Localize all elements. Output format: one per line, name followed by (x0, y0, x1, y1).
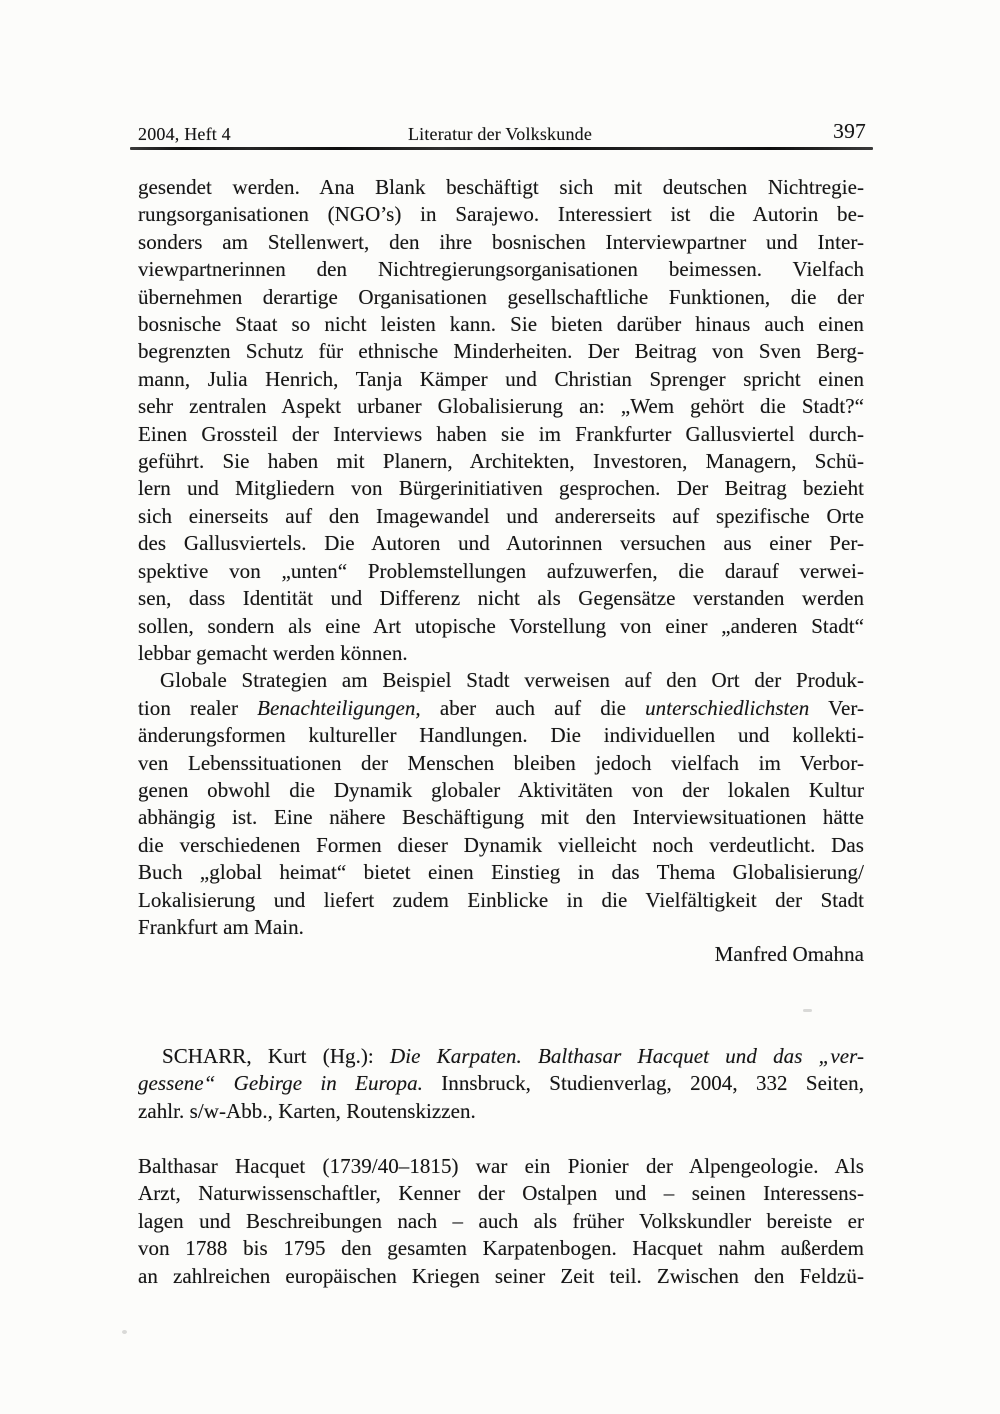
text-line (138, 1235, 864, 1262)
text-line (138, 914, 864, 941)
text-segment: Innsbruck, Studienverlag, 2004, 332 Seiten, (422, 1071, 864, 1096)
text-line (138, 338, 864, 365)
text-segment: lebbar gemacht werden können. (138, 640, 408, 665)
text-segment: sen, dass Identität und Differenz nicht als Gegensätze verstanden werden (138, 586, 864, 611)
italic-text-segment: Benachteiligungen, (257, 695, 421, 720)
text-line (138, 859, 864, 886)
citation (138, 1043, 864, 1125)
italic-text-segment: Die Karpaten. Balthasar Hacquet und das „ver- (390, 1043, 864, 1068)
text-line (138, 941, 864, 968)
header-issue-info: 2004, Heft 4 (138, 124, 231, 144)
text-segment: aber auch auf die (420, 695, 646, 720)
text-segment: viewpartnerinnen den Nichtregierungsorganisationen beimessen. Vielfach (138, 257, 864, 282)
text-line (138, 530, 864, 557)
text-line (138, 832, 864, 859)
text-line (138, 667, 864, 694)
paragraph-1 (138, 174, 864, 667)
text-line (138, 1043, 864, 1070)
signature (138, 941, 864, 968)
text-segment: sollen, sondern als eine Art utopische Vorstellung von einer „anderen Stadt“ (138, 613, 864, 638)
text-line (138, 585, 864, 612)
text-line (138, 475, 864, 502)
text-line (138, 887, 864, 914)
text-segment: Einen Grossteil der Interviews haben sie im Frankfurter Gallusviertel durch- (138, 421, 864, 446)
italic-text-segment: gessene“ Gebirge in Europa. (138, 1071, 423, 1096)
scan-speck (122, 1330, 127, 1334)
text-column (138, 174, 864, 1290)
text-segment: sich einerseits auf den Imagewandel und andererseits auf spezifische Orte (138, 503, 864, 528)
text-segment: Ver- (809, 695, 864, 720)
text-line (138, 229, 864, 256)
text-segment: Arzt, Naturwissenschaftler, Kenner der Ostalpen und – seinen Interessens- (138, 1181, 864, 1206)
text-segment: gesendet werden. Ana Blank beschäftigt sich mit deutschen Nichtregie- (138, 175, 864, 199)
text-segment: sehr zentralen Aspekt urbaner Globalisierung an: „Wem gehört die Stadt?“ (138, 394, 864, 419)
text-segment: Globale Strategien am Beispiel Stadt verweisen auf den Ort der Produk- (160, 668, 864, 693)
text-segment: SCHARR, Kurt (Hg.): (162, 1043, 391, 1068)
text-line (138, 722, 864, 749)
text-segment: Frankfurt am Main. (138, 914, 304, 939)
text-segment: begrenzten Schutz für ethnische Minderheiten. Der Beitrag von Sven Berg- (138, 339, 864, 364)
text-line (138, 1070, 864, 1097)
paragraph-3 (138, 1153, 864, 1290)
text-line (138, 558, 864, 585)
text-segment: an zahlreichen europäischen Kriegen seiner Zeit teil. Zwischen den Feldzü- (138, 1263, 864, 1288)
text-segment: ven Lebenssituationen der Menschen bleiben jedoch vielfach im Verbor- (138, 750, 864, 775)
text-segment: von 1788 bis 1795 den gesamten Karpatenbogen. Hacquet nahm außerdem (138, 1236, 864, 1261)
italic-text-segment: unterschiedlichsten (645, 695, 810, 720)
text-segment: übernehmen derartige Organisationen gesellschaftliche Funktionen, die der (138, 284, 864, 309)
text-line (138, 311, 864, 338)
text-segment: zahlr. s/w-Abb., Karten, Routenskizzen. (138, 1098, 476, 1123)
text-line (138, 1180, 864, 1207)
text-segment: tion realer (138, 695, 258, 720)
text-segment: lern und Mitgliedern von Bürgerinitiativen gesprochen. Der Beitrag bezieht (138, 476, 864, 501)
header-page-number: 397 (833, 119, 866, 143)
text-line (138, 201, 864, 228)
text-line (138, 421, 864, 448)
text-line (138, 777, 864, 804)
text-segment: Manfred Omahna (714, 942, 864, 967)
text-segment: genen obwohl die Dynamik globaler Aktivitäten von der lokalen Kultur (138, 777, 864, 802)
text-line (138, 695, 864, 722)
text-segment: bosnische Staat so nicht leisten kann. Sie bieten darüber hinaus auch einen (138, 312, 864, 337)
text-line (138, 503, 864, 530)
header-rule (130, 147, 873, 150)
text-segment: abhängig ist. Eine nähere Beschäftigung mit den Interviewsituationen hätte (138, 805, 864, 830)
text-segment: die verschiedenen Formen dieser Dynamik vielleicht noch verdeutlicht. Das (138, 832, 864, 857)
text-line (138, 366, 864, 393)
text-line (138, 1098, 864, 1125)
text-line (138, 640, 864, 667)
paragraph-2 (138, 667, 864, 941)
text-line (138, 448, 864, 475)
text-line (138, 174, 864, 201)
text-line (138, 256, 864, 283)
text-line (138, 393, 864, 420)
text-segment: lagen und Beschreibungen nach – auch als früher Volkskundler bereiste er (138, 1208, 864, 1233)
text-segment: Buch „global heimat“ bietet einen Einstieg in das Thema Globalisierung/ (138, 860, 864, 885)
text-line (138, 284, 864, 311)
text-line (138, 750, 864, 777)
text-line (138, 1153, 864, 1180)
text-segment: mann, Julia Henrich, Tanja Kämper und Christian Sprenger spricht einen (138, 366, 864, 391)
text-segment: sonders am Stellenwert, den ihre bosnischen Interviewpartner und Inter- (138, 229, 864, 254)
text-segment: des Gallusviertels. Die Autoren und Autorinnen versuchen aus einer Per- (138, 531, 864, 556)
text-line (138, 1208, 864, 1235)
scan-speck (803, 1009, 812, 1012)
text-segment: änderungsformen kultureller Handlungen. Die individuellen und kollekti- (138, 723, 864, 748)
text-segment: Lokalisierung und liefert zudem Einblicke in die Vielfältigkeit der Stadt (138, 887, 864, 912)
text-segment: spektive von „unten“ Problemstellungen aufzuwerfen, die darauf verwei- (138, 558, 864, 583)
text-segment: Balthasar Hacquet (1739/40–1815) war ein Pionier der Alpengeologie. Als (138, 1154, 864, 1178)
header-journal-title: Literatur der Volkskunde (407, 124, 593, 144)
text-line (138, 804, 864, 831)
text-segment: rungsorganisationen (NGO’s) in Sarajewo. Interessiert ist die Autorin be- (138, 202, 864, 227)
text-line (138, 1263, 864, 1290)
text-line (138, 613, 864, 640)
text-segment: geführt. Sie haben mit Planern, Architekten, Investoren, Managern, Schü- (138, 449, 864, 474)
